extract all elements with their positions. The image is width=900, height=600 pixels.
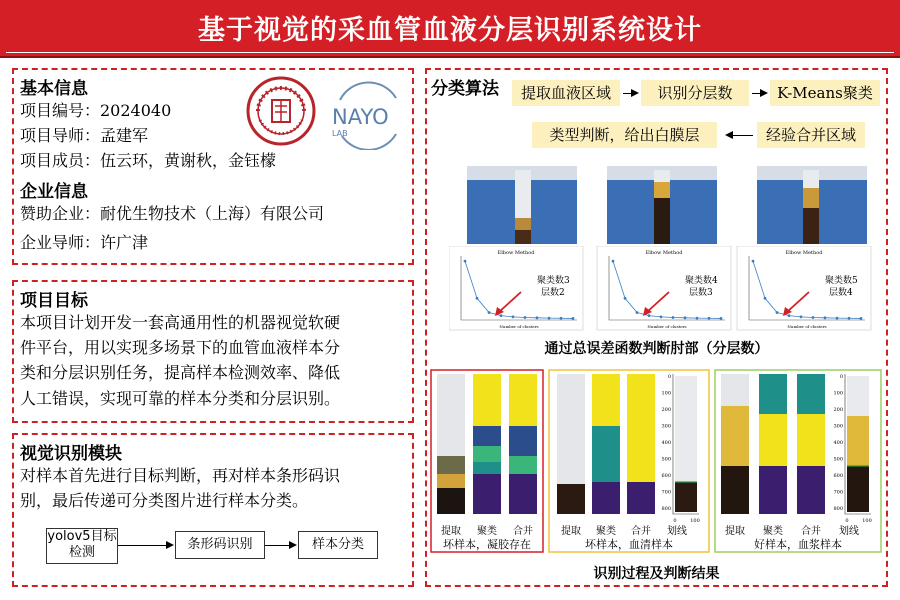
elbow-point — [572, 317, 575, 320]
elbow-point — [488, 311, 491, 314]
plot-y-tick: 400 — [661, 440, 671, 446]
elbow-plot-3 — [737, 246, 871, 330]
elbow-point — [648, 314, 651, 317]
plot-y-tick: 0 — [667, 374, 671, 380]
elbow-point — [624, 297, 627, 300]
tube-photo-3 — [757, 166, 867, 244]
goal-panel — [12, 280, 414, 423]
elbow-point — [696, 317, 699, 320]
vision-line-2: 别，最后传递可分类图片进行样本分类。 — [20, 491, 309, 510]
plot-y-tick: 600 — [833, 473, 843, 479]
plot-y-tick: 300 — [661, 423, 671, 430]
elbow-point — [860, 317, 863, 320]
flow-arrow-1 — [118, 545, 168, 546]
basic-info-heading: 基本信息 — [20, 79, 88, 99]
stage-label: 提取 — [441, 526, 461, 537]
elbow-point — [836, 317, 839, 320]
step-judge: 类型判断，给出白膜层 — [532, 122, 717, 148]
flow-yolov5-box — [46, 528, 118, 564]
elbow-title: Elbow Method — [645, 250, 683, 256]
elbow-point — [524, 316, 527, 319]
plot-y-tick: 200 — [833, 407, 843, 413]
elbow-point — [824, 316, 827, 319]
tube-photo-1 — [467, 166, 577, 244]
elbow-title: Elbow Method — [785, 250, 823, 256]
university-seal-logo — [246, 76, 316, 146]
step-layers: 识别分层数 — [641, 80, 749, 106]
flow-yolov5-line1: yolov5目标 — [47, 529, 117, 544]
elbow-plot-2 — [597, 246, 731, 330]
elbow-point — [708, 317, 711, 320]
step-extract: 提取血液区域 — [512, 80, 620, 106]
company-mentor: 企业导师：许广津 — [20, 233, 149, 252]
elbow-k-label: 聚类数5 — [825, 276, 858, 286]
elbow-xlabel: Number of clusters — [499, 324, 539, 329]
result-group-3 — [715, 370, 881, 552]
title-bar — [0, 0, 900, 58]
elbow-layers-label: 层数3 — [689, 288, 713, 298]
plot-x-tick: 0 — [673, 518, 677, 524]
elbow-layers-label: 层数4 — [829, 288, 853, 298]
plot-y-tick: 500 — [833, 456, 843, 463]
plot-y-tick: 100 — [833, 390, 843, 397]
elbow-xlabel: Number of clusters — [647, 324, 687, 329]
result-group-1 — [431, 370, 543, 552]
flow-barcode-label: 条形码识别 — [187, 537, 253, 552]
flow-arrow-1-head — [166, 541, 174, 549]
sponsor-company: 赞助企业：耐优生物技术（上海）有限公司 — [20, 204, 325, 223]
step-merge: 经验合并区域 — [757, 122, 865, 148]
step-arrow-3-head — [725, 131, 733, 139]
elbow-point — [476, 297, 479, 300]
plot-y-tick: 400 — [833, 440, 843, 446]
elbow-point — [752, 260, 755, 263]
elbow-layers-label: 层数2 — [541, 288, 565, 298]
title-rule — [6, 52, 894, 53]
result-label: 坏样本，凝胶存在 — [443, 538, 531, 551]
flow-barcode-box — [175, 531, 265, 559]
elbow-point — [548, 317, 551, 320]
plot-x-tick: 100 — [862, 518, 872, 524]
project-number: 项目编号：2024040 — [20, 101, 172, 120]
plot-y-tick: 300 — [833, 423, 843, 430]
step-arrow-1-head — [631, 89, 639, 97]
stage-label: 合并 — [513, 526, 533, 537]
company-info-heading: 企业信息 — [20, 182, 88, 202]
plot-x-tick: 100 — [690, 518, 700, 524]
stage-label: 聚类 — [763, 526, 783, 537]
plot-x-tick: 0 — [845, 518, 849, 524]
elbow-point — [720, 317, 723, 320]
stage-label: 划线 — [667, 526, 687, 537]
elbow-point — [500, 314, 503, 317]
stage-label: 合并 — [631, 526, 651, 537]
goal-line-1: 本项目计划开发一套高通用性的机器视觉软硬 — [20, 313, 341, 332]
stage-label: 划线 — [839, 526, 859, 537]
basic-info-panel — [12, 68, 414, 265]
nayo-lab-logo — [326, 80, 406, 150]
elbow-point — [636, 311, 639, 314]
elbow-xlabel: Number of clusters — [787, 324, 827, 329]
flow-yolov5-line2: 检测 — [68, 545, 95, 560]
result-group-2 — [549, 370, 709, 552]
elbow-point — [464, 260, 467, 263]
nayo-text: NAYO — [332, 105, 389, 129]
elbow-point — [612, 260, 615, 263]
flow-arrow-2-head — [289, 541, 297, 549]
elbow-point — [672, 316, 675, 319]
elbow-title: Elbow Method — [497, 250, 535, 256]
lab-text: LAB — [332, 129, 348, 138]
flow-classify-box — [298, 531, 378, 559]
elbow-point — [800, 316, 803, 319]
goal-line-3: 类和分层识别任务，提高样本检测效率、降低 — [20, 363, 341, 382]
elbow-k-label: 聚类数4 — [685, 276, 718, 286]
plot-y-tick: 0 — [839, 374, 843, 380]
vision-panel — [12, 433, 414, 587]
elbow-point — [660, 316, 663, 319]
elbow-plot-1 — [449, 246, 583, 330]
elbow-point — [812, 316, 815, 319]
page-title: 基于视觉的采血管血液分层识别系统设计 — [198, 15, 702, 46]
plot-y-tick: 700 — [833, 489, 843, 496]
result-label: 好样本，血浆样本 — [754, 538, 842, 551]
stage-label: 合并 — [801, 526, 821, 537]
algo-panel — [425, 68, 888, 587]
elbow-plots — [449, 246, 879, 334]
plot-y-tick: 700 — [661, 489, 671, 496]
plot-y-tick: 100 — [661, 390, 671, 397]
tube-photo-2 — [607, 166, 717, 244]
elbow-point — [684, 316, 687, 319]
results-caption: 识别过程及判断结果 — [593, 566, 720, 582]
stage-label: 提取 — [725, 526, 745, 537]
elbow-point — [776, 311, 779, 314]
step-arrow-2-head — [760, 89, 768, 97]
result-label: 坏样本，血清样本 — [585, 538, 673, 551]
elbow-point — [764, 297, 767, 300]
plot-y-tick: 500 — [661, 456, 671, 463]
goal-line-2: 件平台，用以实现多场景下的血管血液样本分 — [20, 338, 341, 357]
elbow-point — [536, 316, 539, 319]
project-mentor: 项目导师：孟建军 — [20, 126, 149, 145]
project-members: 项目成员：伍云环，黄谢秋，金钰檬 — [20, 151, 277, 170]
elbow-point — [848, 317, 851, 320]
step-arrow-3 — [731, 135, 753, 136]
goal-line-4: 人工错误，实现可靠的样本分类和分层识别。 — [20, 389, 341, 408]
elbow-caption: 通过总误差函数判断肘部（分层数） — [544, 341, 769, 357]
result-images — [429, 366, 884, 566]
vision-line-1: 对样本首先进行目标判断，再对样本条形码识 — [20, 466, 341, 485]
flow-arrow-2 — [265, 545, 291, 546]
plot-y-tick: 800 — [833, 506, 843, 512]
elbow-point — [512, 316, 515, 319]
plot-y-tick: 800 — [661, 506, 671, 512]
flow-classify-label: 样本分类 — [311, 537, 364, 552]
stage-label: 提取 — [561, 526, 581, 537]
step-kmeans: K-Means聚类 — [770, 80, 880, 106]
algo-heading: 分类算法 — [431, 79, 499, 99]
goal-heading: 项目目标 — [20, 291, 88, 311]
plot-y-tick: 200 — [661, 407, 671, 413]
elbow-point — [788, 314, 791, 317]
stage-label: 聚类 — [596, 526, 616, 537]
vision-heading: 视觉识别模块 — [20, 444, 122, 464]
elbow-point — [560, 317, 563, 320]
stage-label: 聚类 — [477, 526, 497, 537]
tube-photos — [457, 166, 877, 244]
plot-y-tick: 600 — [661, 473, 671, 479]
elbow-k-label: 聚类数3 — [537, 276, 570, 286]
